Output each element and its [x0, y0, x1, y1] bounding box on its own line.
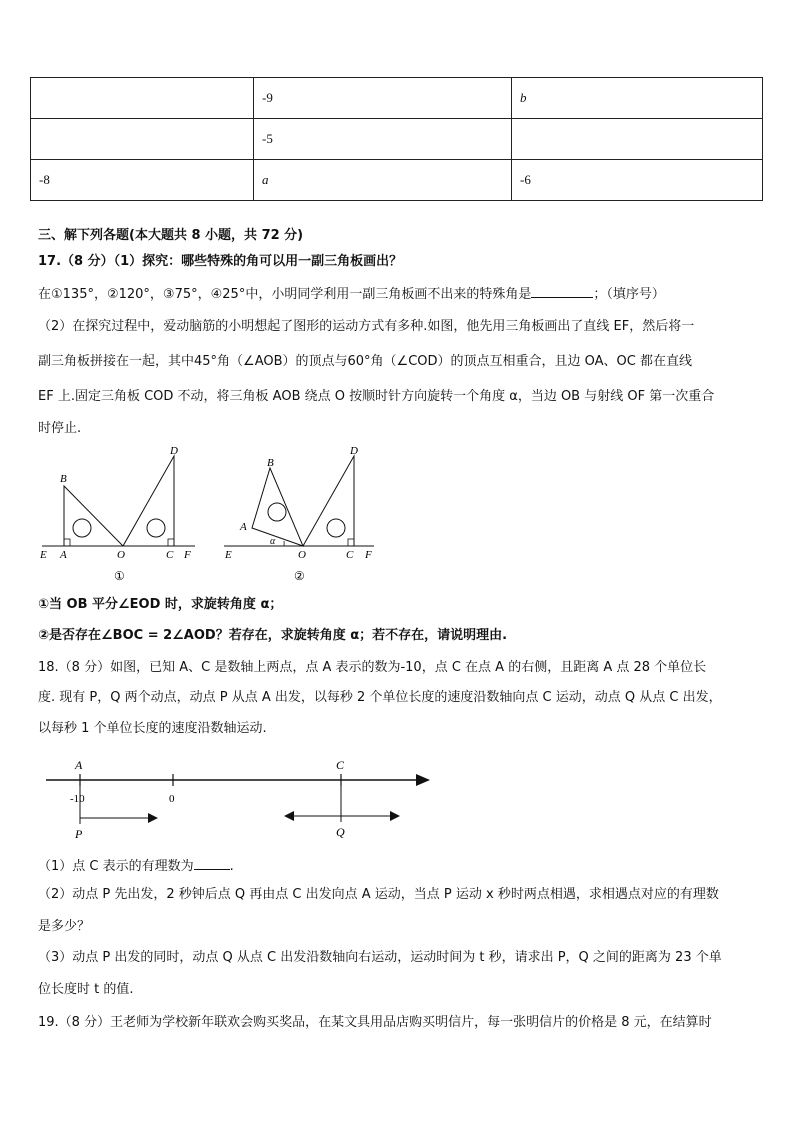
q18-line-3: 以每秒 1 个单位长度的速度沿数轴运动. [38, 721, 267, 736]
q18-part-2a: （2）动点 P 先出发，2 秒钟后点 Q 再由点 C 出发向点 A 运动，当点 P 运动 x 秒时两点相遇，求相遇点对应的有理数 [38, 887, 719, 902]
fig-label: F [365, 549, 372, 561]
q17-line-5: 时停止. [38, 421, 82, 436]
fig-label: D [170, 445, 178, 457]
table-row [31, 160, 763, 201]
table-cell: -9 [254, 78, 512, 119]
fig-label: B [267, 457, 274, 469]
q19-line-1: 19.（8 分）王老师为学校新年联欢会购买奖品，在某文具用品店购买明信片，每一张明信片的价格是 8 元，在结算时 [38, 1015, 712, 1030]
figure-1 [39, 445, 195, 583]
table-row [31, 78, 763, 119]
q18-line-2: 度. 现有 P，Q 两个动点，动点 P 从点 A 出发，以每秒 2 个单位长度的速度沿数轴向点 C 运动，动点 Q 从点 C 出发， [38, 690, 722, 705]
table-cell: -5 [254, 119, 512, 160]
answer-blank[interactable] [531, 284, 593, 298]
figure-2 [224, 445, 374, 583]
point-label: Q [336, 825, 345, 839]
fig-label: A [60, 549, 67, 561]
table-cell: -6 [512, 160, 763, 201]
q17-title: 17.（8 分）（1）探究：哪些特殊的角可以用一副三角板画出？ [38, 254, 403, 269]
table-row [31, 119, 763, 160]
tick-label: 0 [169, 793, 175, 805]
table-cell [31, 78, 254, 119]
fig-label: D [350, 445, 358, 457]
q17-sub-1: ①当 OB 平分∠EOD 时，求旋转角度 α； [38, 597, 283, 612]
fig-label: E [225, 549, 232, 561]
q17-line-3: 副三角板拼接在一起，其中45°角（∠AOB）的顶点与60°角（∠COD）的顶点互相重合，且边 OA、OC 都在直线 [38, 354, 692, 369]
fig-label: ① [114, 569, 125, 583]
fig-label: ② [294, 569, 305, 583]
fig-label: O [117, 549, 125, 561]
table-cell [512, 119, 763, 160]
number-line-figure [40, 752, 440, 847]
q17-line-1: 在①135°，②120°，③75°，④25°中，小明同学利用一副三角板画不出来的特殊角是 ；（填序号） [38, 284, 768, 304]
q17-sub-2: ②是否存在∠BOC = 2∠AOD？若存在，求旋转角度 α；若不存在，请说明理由. [38, 628, 508, 643]
fig-label: C [346, 549, 354, 561]
fig-label: F [184, 549, 191, 561]
point-label: P [75, 827, 83, 841]
fig-label: O [298, 549, 306, 561]
tick-label: -10 [70, 793, 85, 805]
fig-label: α [270, 536, 276, 547]
section-heading: 三、解下列各题(本大题共 8 小题，共 72 分) [38, 228, 304, 243]
answer-table [30, 77, 763, 201]
fig-label: E [40, 549, 47, 561]
q18-part-2b: 是多少？ [38, 919, 91, 934]
axis-label: A [75, 758, 83, 772]
axis-label: C [336, 758, 345, 772]
table-cell: a [254, 160, 512, 201]
table-cell: b [512, 78, 763, 119]
table-cell [31, 119, 254, 160]
q18-part-3b: 位长度时 t 的值. [38, 982, 134, 997]
q18-part-1: （1）点 C 表示的有理数为 . [38, 856, 768, 876]
fig-label: B [60, 473, 67, 485]
q17-line-2: （2）在探究过程中，爱动脑筋的小明想起了图形的运动方式有多种.如图，他先用三角板画出了直线 EF，然后将一 [38, 319, 695, 334]
triangle-figure [30, 440, 390, 590]
q18-part-3a: （3）动点 P 出发的同时，动点 Q 从点 C 出发沿数轴向右运动，运动时间为 t 秒，请求出 P，Q 之间的距离为 23 个单 [38, 950, 722, 965]
table-cell: -8 [31, 160, 254, 201]
q18-line-1: 18.（8 分）如图，已知 A、C 是数轴上两点，点 A 表示的数为-10，点 C 在点 A 的右侧，且距离 A 点 28 个单位长 [38, 660, 707, 675]
fig-label: C [166, 549, 174, 561]
q17-line-4: EF 上.固定三角板 COD 不动，将三角板 AOB 绕点 O 按顺时针方向旋转一个角度 α，当边 OB 与射线 OF 第一次重合 [38, 389, 715, 404]
answer-blank[interactable] [194, 856, 230, 870]
fig-label: A [240, 521, 247, 533]
